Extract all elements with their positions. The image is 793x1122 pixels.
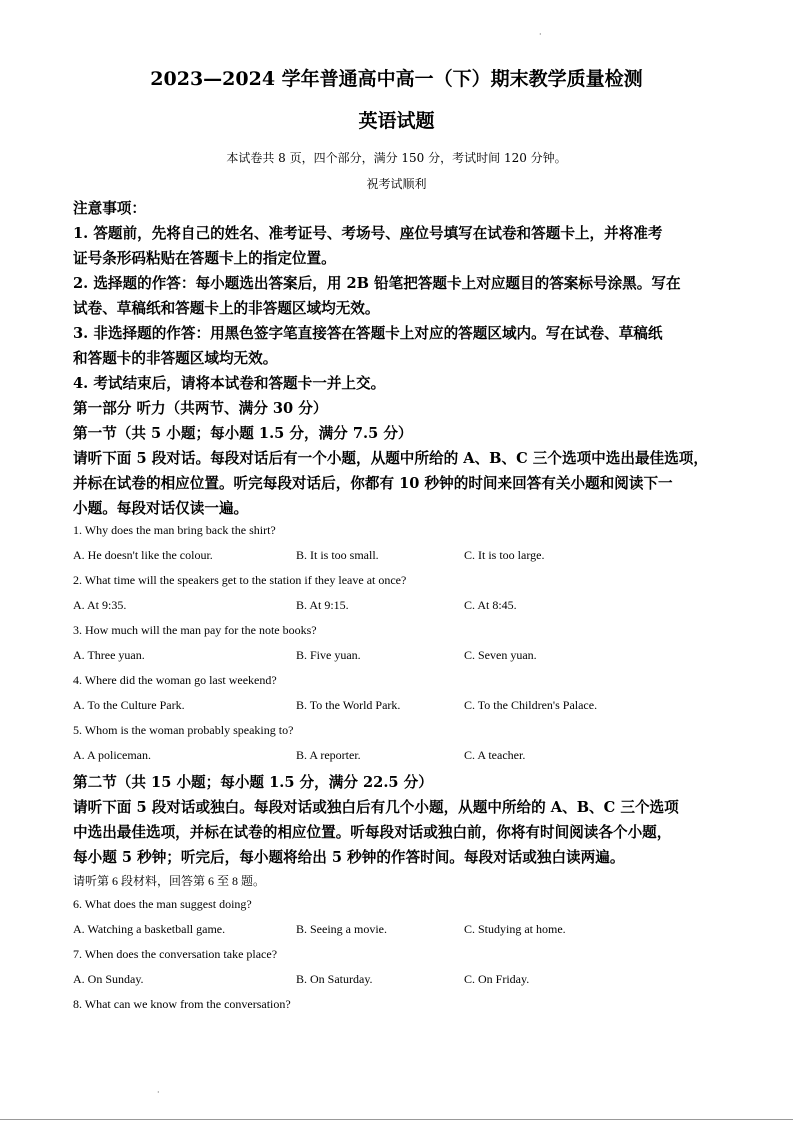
scan-dot: · xyxy=(157,1088,160,1097)
q7-option-a: A. On Sunday. xyxy=(73,972,144,986)
q5-option-b: B. A reporter. xyxy=(296,748,361,762)
question-4: 4. Where did the woman go last weekend? xyxy=(73,673,277,687)
notes-line-5: 3. 非选择题的作答：用黑色签字笔直接答在答题卡上对应的答题区域内。写在试卷、草稿纸 xyxy=(73,325,663,342)
exam-wish: 祝考试顺利 xyxy=(366,177,427,191)
scan-dot: · xyxy=(539,30,542,39)
notes-line-4: 试卷、草稿纸和答题卡上的非答题区域均无效。 xyxy=(73,300,380,317)
notes-line-1: 1. 答题前，先将自己的姓名、准考证号、考场号、座位号填写在试卷和答题卡上，并将准考 xyxy=(73,225,663,242)
notes-line-2: 证号条形码粘贴在答题卡上的指定位置。 xyxy=(73,250,336,267)
section1-heading: 第一节（共 5 小题；每小题 1.5 分，满分 7.5 分） xyxy=(73,425,413,442)
section2-instruction-1: 请听下面 5 段对话或独白。每段对话或独白后有几个小题，从题中所给的 A、B、C 三个选项 xyxy=(73,799,679,816)
q3-option-b: B. Five yuan. xyxy=(296,648,361,662)
section1-instruction-1: 请听下面 5 段对话。每段对话后有一个小题，从题中所给的 A、B、C 三个选项中选出最佳选项， xyxy=(73,450,708,467)
question-3: 3. How much will the man pay for the note books? xyxy=(73,623,317,637)
q2-option-c: C. At 8:45. xyxy=(464,598,517,612)
section2-heading: 第二节（共 15 小题；每小题 1.5 分，满分 22.5 分） xyxy=(73,774,433,791)
q7-option-c: C. On Friday. xyxy=(464,972,530,986)
question-5: 5. Whom is the woman probably speaking to? xyxy=(73,723,294,737)
q4-option-c: C. To the Children's Palace. xyxy=(464,698,598,712)
q5-option-a: A. A policeman. xyxy=(73,748,151,762)
question-2: 2. What time will the speakers get to the station if they leave at once? xyxy=(73,573,407,587)
notes-heading: 注意事项： xyxy=(73,200,146,217)
notes-line-6: 和答题卡的非答题区域均无效。 xyxy=(73,350,278,367)
notes-line-3: 2. 选择题的作答：每小题选出答案后，用 2B 铅笔把答题卡上对应题目的答案标号涂黑。写在 xyxy=(73,275,681,292)
q1-option-c: C. It is too large. xyxy=(464,548,545,562)
q4-option-b: B. To the World Park. xyxy=(296,698,401,712)
q1-option-b: B. It is too small. xyxy=(296,548,379,562)
question-7: 7. When does the conversation take place? xyxy=(73,947,278,961)
q3-option-a: A. Three yuan. xyxy=(73,648,145,662)
q4-option-a: A. To the Culture Park. xyxy=(73,698,185,712)
section2-instruction-2: 中选出最佳选项，并标在试卷的相应位置。听每段对话或独白前，你将有时间阅读各个小题， xyxy=(73,824,672,841)
question-1: 1. Why does the man bring back the shirt? xyxy=(73,523,276,537)
q7-option-b: B. On Saturday. xyxy=(296,972,373,986)
q2-option-b: B. At 9:15. xyxy=(296,598,349,612)
q6-option-b: B. Seeing a movie. xyxy=(296,922,387,936)
exam-info: 本试卷共 8 页，四个部分，满分 150 分，考试时间 120 分钟。 xyxy=(226,151,567,165)
question-8: 8. What can we know from the conversation? xyxy=(73,997,291,1011)
page-bottom-rule xyxy=(0,1119,793,1120)
material-note: 请听第 6 段材料，回答第 6 至 8 题。 xyxy=(73,874,266,888)
q5-option-c: C. A teacher. xyxy=(464,748,526,762)
q6-option-c: C. Studying at home. xyxy=(464,922,566,936)
q3-option-c: C. Seven yuan. xyxy=(464,648,537,662)
q1-option-a: A. He doesn't like the colour. xyxy=(73,548,213,562)
exam-subject: 英语试题 xyxy=(358,110,435,132)
section1-instruction-3: 小题。每段对话仅读一遍。 xyxy=(73,500,249,517)
q2-option-a: A. At 9:35. xyxy=(73,598,127,612)
question-6: 6. What does the man suggest doing? xyxy=(73,897,252,911)
notes-line-7: 4. 考试结束后，请将本试卷和答题卡一并上交。 xyxy=(73,375,386,392)
section1-instruction-2: 并标在试卷的相应位置。听完每段对话后，你都有 10 秒钟的时间来回答有关小题和阅读下一 xyxy=(73,475,673,492)
q6-option-a: A. Watching a basketball game. xyxy=(73,922,226,936)
part1-heading: 第一部分 听力（共两节、满分 30 分） xyxy=(73,400,328,417)
section2-instruction-3: 每小题 5 秒钟；听完后，每小题将给出 5 秒钟的作答时间。每段对话或独白读两遍。 xyxy=(73,849,625,866)
exam-title: 2023—2024 学年普通高中高一（下）期末教学质量检测 xyxy=(150,68,643,90)
